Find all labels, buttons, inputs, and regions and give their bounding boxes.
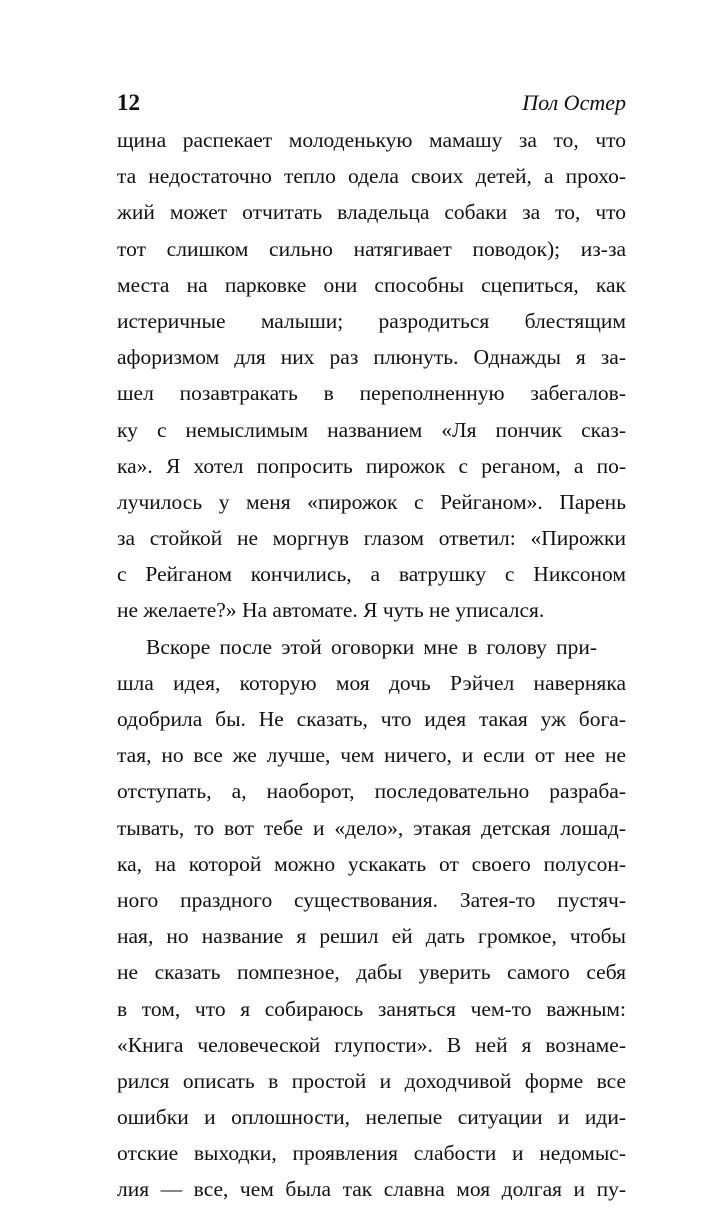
text-line: «Книга человеческой глупости». В ней я вознаме-: [117, 1032, 626, 1057]
text-line: тая, но все же лучше, чем ничего, и если от нее не: [117, 743, 626, 768]
text-line: шел позавтракать в переполненную забегалов-: [117, 381, 626, 406]
running-head-author: Пол Остер: [522, 90, 626, 115]
text-line: ошибки и оплошности, нелепые ситуации и иди-: [117, 1105, 626, 1130]
text-line: ка, на которой можно ускакать от своего полусон-: [117, 851, 626, 876]
text-line: афоризмом для них раз плюнуть. Однажды я за-: [117, 345, 626, 370]
text-line: та недостаточно тепло одела своих детей, а прохо-: [117, 164, 626, 189]
text-line: ку с немыслимым названием «Ля пончик сказ-: [117, 417, 626, 442]
text-line: тот слишком сильно натягивает поводок); из-за: [117, 236, 626, 261]
text-line: отступать, а, наоборот, последовательно разраба-: [117, 779, 626, 804]
text-line: жий может отчитать владельца собаки за то, что: [117, 200, 626, 225]
text-line: не желаете?» На автомате. Я чуть не уписался.: [117, 598, 545, 623]
text-line: ного праздного существования. Затея-то пустяч-: [117, 887, 626, 912]
paragraph-continuation: [117, 122, 626, 629]
text-line: ная, но название я решил ей дать громкое, чтобы: [117, 924, 626, 949]
paragraph: [117, 629, 626, 1208]
text-line: отские выходки, проявления слабости и недомыс-: [117, 1141, 626, 1166]
text-line: с Рейганом кончились, а ватрушку с Никсоном: [117, 562, 626, 587]
page-header: [117, 88, 626, 118]
text-line: лучилось у меня «пирожок с Рейганом». Парень: [117, 489, 626, 514]
text-line: тывать, то вот тебе и «дело», этакая детская лошад-: [117, 815, 626, 840]
text-line: одобрила бы. Не сказать, что идея такая уж бога-: [117, 707, 626, 731]
text-line: щина распекает молоденькую мамашу за то, что: [117, 128, 626, 152]
text-line: шла идея, которую моя дочь Рэйчел наверняка: [117, 670, 626, 695]
text-line: лия — все, чем была так славна моя долгая и пу-: [117, 1177, 626, 1202]
text-line-first: Вскоре после этой оговорки мне в голову при-: [146, 634, 597, 659]
text-line: места на парковке они способны сцепиться, как: [117, 272, 626, 297]
text-line: в том, что я собираюсь заняться чем-то важным:: [117, 996, 626, 1021]
text-line: истеричные малыши; разродиться блестящим: [117, 308, 626, 333]
body-text: [117, 122, 626, 1208]
text-line: не сказать помпезное, дабы уверить самого себя: [117, 960, 626, 985]
page-number: 12: [117, 90, 140, 115]
text-line: рился описать в простой и доходчивой форме все: [117, 1068, 626, 1093]
text-line: за стойкой не моргнув глазом ответил: «Пирожки: [117, 526, 626, 551]
text-line: ка». Я хотел попросить пирожок с реганом, а по-: [117, 453, 626, 478]
